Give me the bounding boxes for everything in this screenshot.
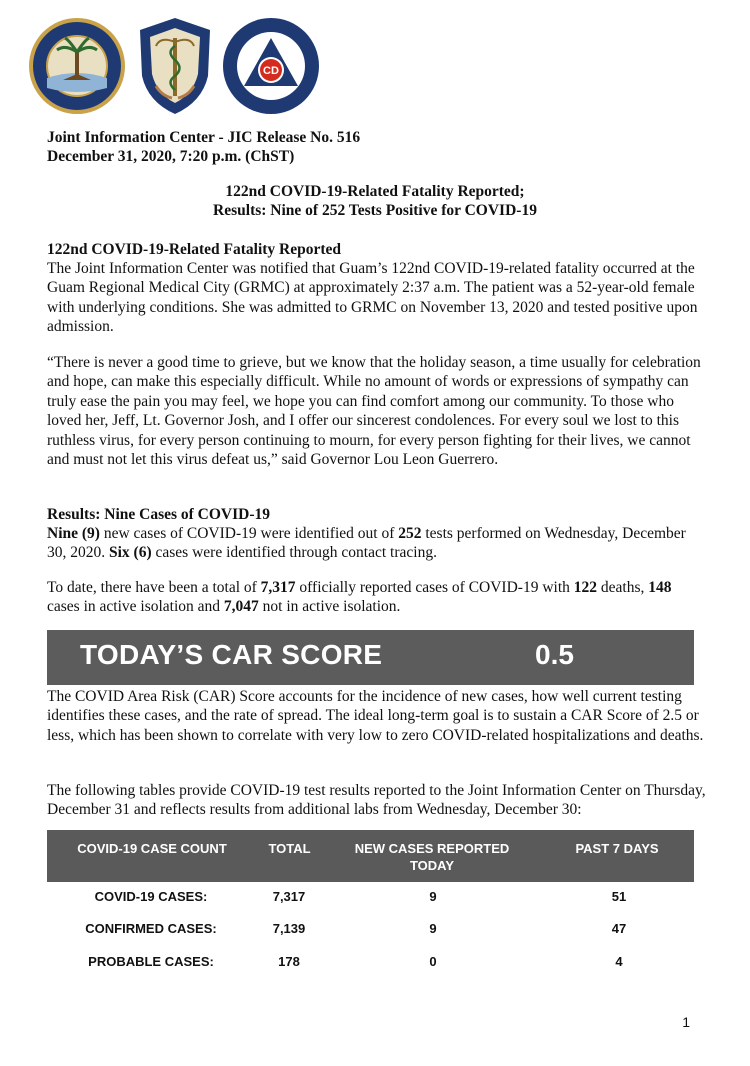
civil-defense-seal-logo <box>222 16 320 116</box>
release-date: December 31, 2020, 7:20 p.m. (ChST) <box>47 148 295 165</box>
public-health-seal-logo <box>136 16 214 116</box>
totals-paragraph: To date, there have been a total of 7,317 officially reported cases of COVID-19 with 122 deaths, 148 cases in active isolation and 7,047 not in active isolation. <box>47 579 672 616</box>
release-number: Joint Information Center - JIC Release No. 516 <box>47 129 361 146</box>
col-total: TOTAL <box>268 841 311 856</box>
contact-tracing-count: Six (6) <box>109 544 152 562</box>
page-number: 1 <box>682 1014 690 1030</box>
governor-quote: “There is never a good time to grieve, but we know that the holiday season, a time usually for celebration and hope, can make this especially difficult. While no amount of words or expressions of sympathy can truly ease the pain you may feel, we hope you can find comfort among our community. To those who loved her, Jeff, Lt. Governor Josh, and I offer our sincerest condolences. For every soul we lost to this ruthless virus, for every person continuing to mourn, for every person fighting for their lives, we cannot and must not let this virus defeat us,” said Governor Lou Leon Guerrero. <box>47 354 701 469</box>
total-cases: 7,317 <box>260 579 296 596</box>
col-new-cases: NEW CASES REPORTED TODAY <box>354 841 510 873</box>
fatality-paragraph: The Joint Information Center was notified that Guam’s 122nd COVID-19-related fatality occurred at the Guam Regional Medical City (GRMC) at approximately 2:37 a.m. The patient was a 52-year-old female with underlying conditions. She was admitted to GRMC on November 13, 2020 and tested positive upon admission. <box>47 260 698 336</box>
car-score-banner <box>47 630 694 685</box>
results-paragraph: Nine (9) new cases of COVID-19 were identified out of 252 tests performed on Wednesday, December 30, 2020. Six (6) cases were identified through contact tracing. <box>47 525 686 562</box>
results-heading: Results: Nine Cases of COVID-19 <box>47 506 271 523</box>
fatality-heading: 122nd COVID-19-Related Fatality Reported <box>47 241 342 258</box>
new-cases-count: Nine (9) <box>47 525 100 542</box>
tables-intro: The following tables provide COVID-19 test results reported to the Joint Information Center on Thursday, December 31 and reflects results from additional labs from Wednesday, December 30: <box>47 782 706 819</box>
car-score-label: TODAY’S CAR SCORE <box>80 639 383 670</box>
car-score-value: 0.5 <box>535 639 574 670</box>
headline-line-2: Results: Nine of 252 Tests Positive for COVID-19 <box>213 202 537 219</box>
col-case-count: COVID-19 CASE COUNT <box>77 841 227 856</box>
governor-seal-logo <box>27 16 127 116</box>
headline-line-1: 122nd COVID-19-Related Fatality Reported; <box>225 183 525 200</box>
svg-text:CD: CD <box>263 65 279 77</box>
tests-count: 252 <box>398 525 422 542</box>
not-active-isolation: 7,047 <box>223 598 259 616</box>
total-deaths: 122 <box>573 579 598 596</box>
case-table-header <box>47 830 694 882</box>
car-description: The COVID Area Risk (CAR) Score accounts for the incidence of new cases, how well current testing identifies these cases, and the rate of spread. The ideal long-term goal is to sustain a CAR Score of 2.5 or less, which has been shown to correlate with very low to zero COVID-related hospitalizations and deaths. <box>47 688 704 744</box>
active-isolation: 148 <box>648 579 672 596</box>
col-past-7-days: PAST 7 DAYS <box>575 841 659 856</box>
